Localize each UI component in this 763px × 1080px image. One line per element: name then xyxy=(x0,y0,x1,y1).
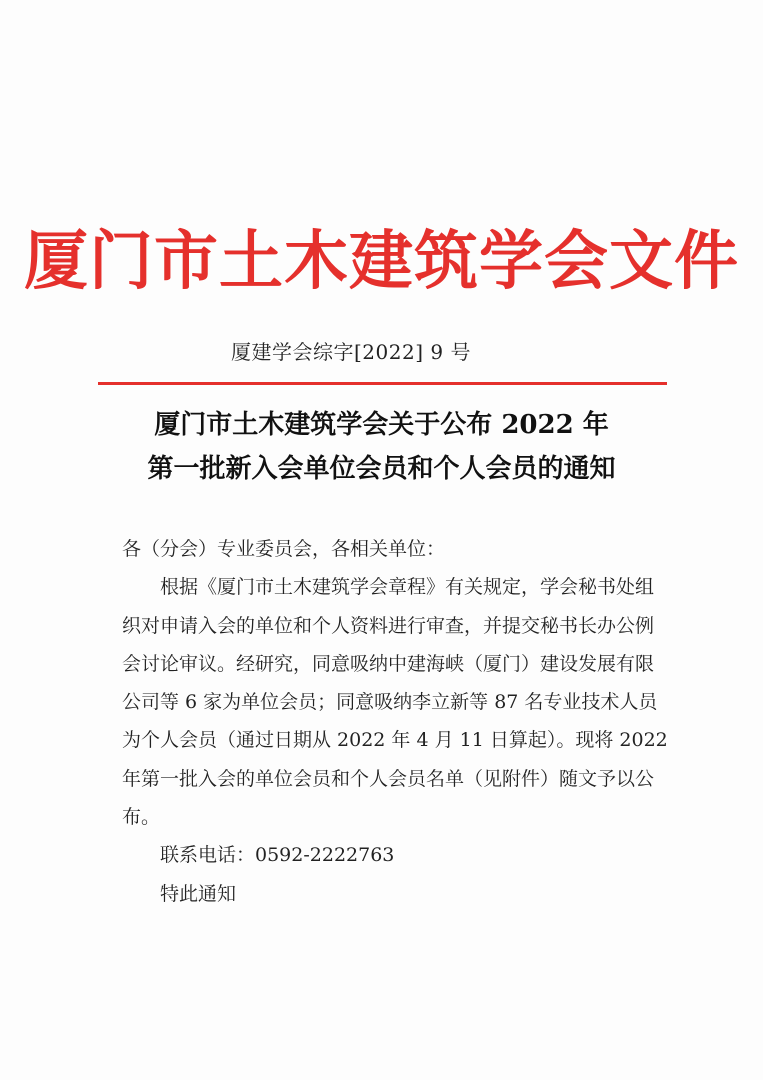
contact-phone: 联系电话：0592-2222763 xyxy=(160,844,395,867)
notice-title-line-2: 第一批新入会单位会员和个人会员的通知 xyxy=(147,454,616,484)
salutation: 各（分会）专业委员会，各相关单位： xyxy=(122,538,446,560)
notice-title-line-1: 厦门市土木建筑学会关于公布 2022 年 xyxy=(154,410,609,440)
closing-remark: 特此通知 xyxy=(160,882,237,905)
red-divider-line xyxy=(98,382,667,385)
org-document-header: 厦门市土木建筑学会文件 xyxy=(24,224,739,299)
main-paragraph: 根据《厦门市土木建筑学会章程》有关规定，学会秘书处组织对申请入会的单位和个人资料进行审查，并提交秘书长办公例会讨论审议。经研究，同意吸纳中建海峡（厦门）建设发展有限公司等 6 家为单位会员；同意吸纳李立新等 87 名专业技术人员为个人会员（通过日期从 2022 年 4 月 11 日算起）。现将 2022 年第一批入会的单位会员和个人会员名单（见附件）随文予以公布。 xyxy=(122,576,668,829)
notice-body xyxy=(122,530,670,913)
document-number: 厦建学会综字[2022] 9 号 xyxy=(231,340,471,364)
notice-title xyxy=(0,403,763,491)
